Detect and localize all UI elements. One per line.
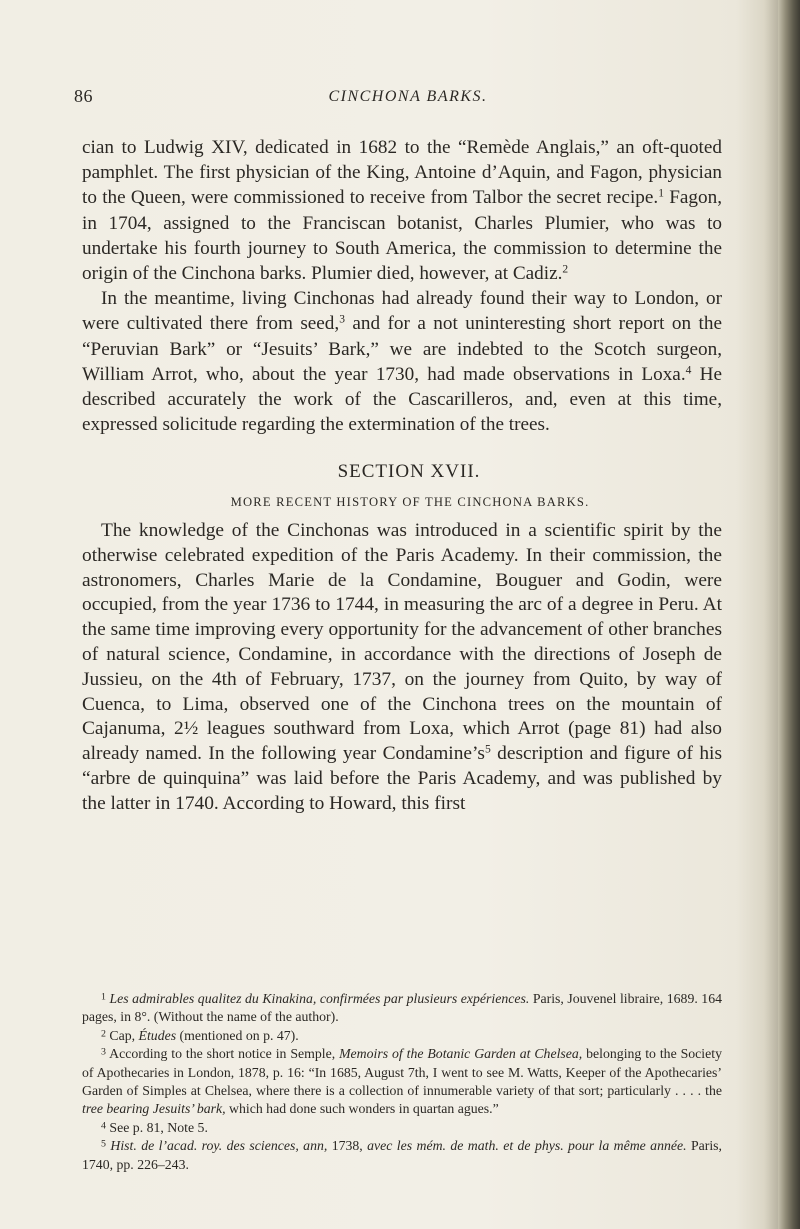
text-run: In the meantime, living Cinchonas had already found their way to London, or were cultivated there from seed, bbox=[82, 288, 722, 335]
italic-title: Hist. de l’acad. roy. des sciences, ann, bbox=[110, 1138, 328, 1154]
section-subtitle: MORE RECENT HISTORY OF THE CINCHONA BARKS. bbox=[230, 495, 590, 509]
text-run: belonging to the Society of Apothecaries in London, 1878, p. 16: “In 1685, August 7th, I went to see M. Watts, Keeper of the Apothecaries’ Garden of Simples at Chelsea, where there is a collection of innumerable variety of that sort; particularly . . . . the bbox=[82, 1046, 722, 1099]
footnote-number: 2 bbox=[101, 1028, 106, 1040]
footnote-number: 1 bbox=[101, 991, 106, 1003]
footnote-number: 4 bbox=[101, 1120, 106, 1132]
text-run: 1738, bbox=[327, 1138, 368, 1154]
text-run: Paris, 1740, pp. 226–243. bbox=[82, 1138, 723, 1172]
text-run: (mentioned on p. 47). bbox=[176, 1027, 299, 1043]
italic-title: tree bearing Jesuits’ bark, bbox=[82, 1101, 226, 1117]
text-run: Fagon, in 1704, assigned to the Franciscan botanist, Charles Plumier, who was to undertake his fourth journey to South America, the commission to determine the origin of the Cinchona barks. Plumier died, however, at Cadiz. bbox=[82, 187, 722, 285]
page-number: 86 bbox=[74, 86, 93, 106]
footnote-reference: 1 bbox=[658, 188, 664, 201]
text-run: Cap, bbox=[109, 1027, 139, 1043]
footnote-reference: 4 bbox=[685, 364, 692, 377]
italic-title: Études bbox=[138, 1027, 177, 1043]
footnote-reference: 3 bbox=[339, 314, 345, 327]
section-title: SECTION XVII. bbox=[337, 461, 481, 482]
footnotes bbox=[82, 990, 722, 1174]
page-edge-binding bbox=[778, 0, 800, 1229]
paragraph bbox=[82, 519, 722, 817]
italic-title: Les admirables qualitez du Kinakina, confirmées par plusieurs expériences. bbox=[109, 991, 530, 1006]
italic-title: Memoirs of the Botanic Garden at Chelsea, bbox=[339, 1046, 583, 1062]
text-run: cian to Ludwig XIV, dedicated in 1682 to the “Remède Anglais,” an oft-quoted pamphlet. The first physician of the King, Antoine d’Aquin, and Fagon, physician to the Queen, were commissioned to receive from Talbor the secret recipe. bbox=[82, 137, 722, 209]
footnote-reference: 5 bbox=[484, 742, 491, 756]
text-run: Paris, Jouvenel libraire, 1689. 164 pages, in 8°. (Without the name of the author). bbox=[82, 991, 723, 1025]
text-run: description and figure of his “arbre de quinquina” was laid before the Paris Academy, and was published by the latter in 1740. According to Howard, this first bbox=[82, 743, 722, 814]
footnote bbox=[82, 1137, 722, 1174]
footnote-reference: 2 bbox=[562, 263, 569, 276]
page-gutter-shadow bbox=[764, 0, 778, 1229]
text-run: The knowledge of the Cinchonas was introduced in a scientific spirit by the otherwise celebrated expedition of the Paris Academy. In their commission, the astronomers, Charles Marie de la Condamine, Bouguer and Godin, were occupied, from the year 1736 to 1744, in measuring the arc of a degree in Peru. At the same time improving every opportunity for the advancement of other branches of natural science, Condamine, in accordance with the directions of Joseph de Jussieu, on the 4th of February, 1737, on the journey from Quito, by way of Cuenca, to Lima, observed one of the Cinchona trees on the mountain of Cajanuma, 2½ leagues southward from Loxa, which Arrot (page 81) had also already named. In the following year Condamine’s bbox=[82, 520, 722, 765]
text-run: which had done such wonders in quartan agues.” bbox=[225, 1101, 499, 1117]
footnote bbox=[82, 990, 722, 1027]
text-run: See p. 81, Note 5. bbox=[109, 1119, 208, 1135]
paragraph bbox=[82, 135, 722, 286]
footnote bbox=[82, 1027, 722, 1045]
footnote-number: 3 bbox=[101, 1046, 106, 1058]
paragraph bbox=[82, 286, 722, 437]
running-head: CINCHONA BARKS. bbox=[328, 88, 488, 105]
footnote-number: 5 bbox=[101, 1138, 106, 1150]
italic-title: avec les mém. de math. et de phys. pour la même année. bbox=[367, 1138, 687, 1154]
body-text-top bbox=[82, 135, 722, 437]
footnote bbox=[82, 1119, 722, 1137]
body-text-section bbox=[82, 519, 722, 817]
text-run: He described accurately the work of the Cascarilleros, and, even at this time, expressed solicitude regarding the extermination of the trees. bbox=[82, 363, 723, 436]
text-run: and for a not uninteresting short report on the “Peruvian Bark” or “Jesuits’ Bark,” we are indebted to the Scotch surgeon, William Arrot, who, about the year 1730, had made observations in Loxa. bbox=[82, 313, 722, 385]
footnote bbox=[82, 1045, 722, 1119]
text-run: According to the short notice in Semple, bbox=[109, 1046, 340, 1062]
